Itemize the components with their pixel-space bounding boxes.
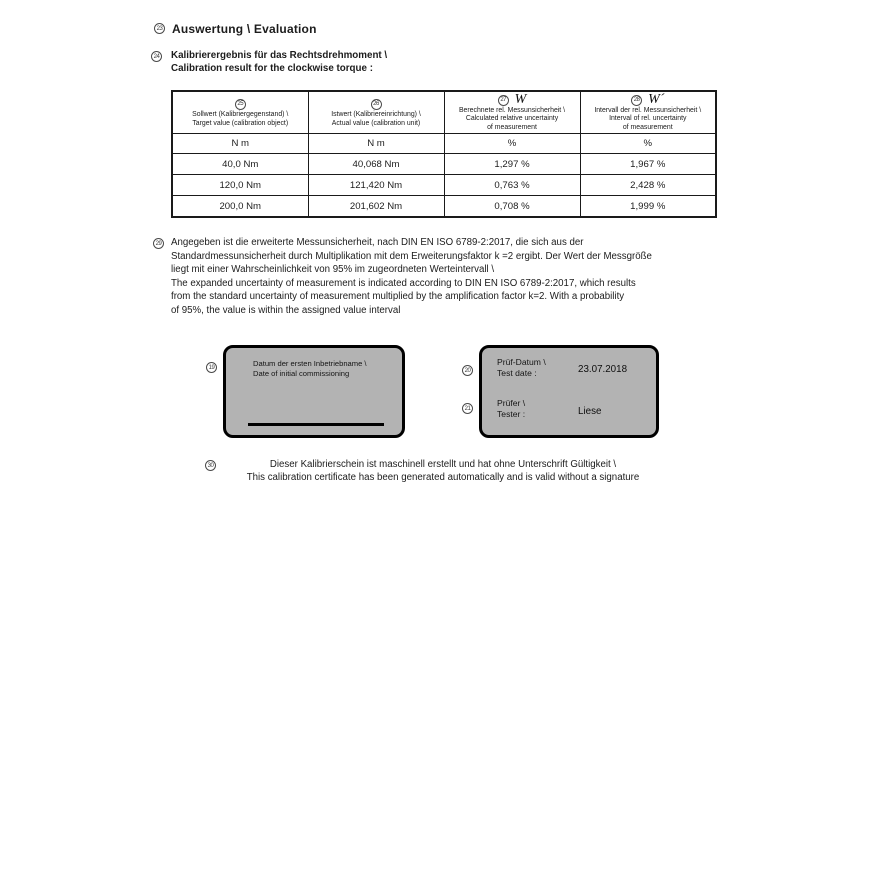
subsection-title-en: Calibration result for the clockwise torque :: [171, 62, 373, 74]
subsection-title: [171, 50, 387, 75]
column-label: Interval of rel. uncertainty: [609, 115, 687, 123]
note-line: Standardmessunsicherheit durch Multiplikation mit dem Erweiterungsfaktor k =2 ergibt. Der Wert der Messgröße: [171, 250, 652, 262]
callout-24-icon: 24: [151, 51, 162, 62]
test-date-label: [497, 357, 546, 379]
actual-value-cell: 40,068 Nm: [308, 154, 444, 175]
table-header-row: [172, 91, 716, 134]
test-date-label-en: Test date :: [497, 368, 537, 378]
note-line: liegt mit einer Wahrscheinlichkeit von 95% im zugeordneten Werteintervall \: [171, 264, 495, 276]
table-units-row: [172, 134, 716, 154]
table-row: [172, 154, 716, 175]
unit-cell: %: [580, 134, 716, 154]
signature-note-de: Dieser Kalibrierschein ist maschinell erstellt und hat ohne Unterschrift Gültigkeit \: [269, 459, 617, 470]
calibration-result-table: [171, 90, 717, 218]
callout-23-icon: 23: [154, 23, 165, 34]
date-entry-line: [248, 423, 384, 426]
unit-cell: N m: [308, 134, 444, 154]
symbol-W-prime: W´: [648, 92, 665, 108]
uncertainty-cell: 0,708 %: [444, 196, 580, 218]
callout-28-icon: 28: [631, 95, 642, 106]
column-label: Berechnete rel. Messunsicherheit \: [458, 107, 566, 115]
test-date-label-de: Prüf-Datum \: [497, 357, 546, 367]
note-line: Angegeben ist die erweiterte Messunsicherheit, nach DIN EN ISO 6789-2:2017, die sich aus der: [171, 237, 584, 248]
interval-cell: 2,428 %: [580, 175, 716, 196]
unit-cell: %: [444, 134, 580, 154]
test-info-box: [479, 345, 659, 438]
target-value-cell: 200,0 Nm: [172, 196, 308, 218]
target-value-cell: 40,0 Nm: [172, 154, 308, 175]
tester-label: [497, 398, 525, 420]
target-value-cell: 120,0 Nm: [172, 175, 308, 196]
interval-cell: 1,999 %: [580, 196, 716, 218]
tester-value: Liese: [578, 406, 602, 417]
table-row: [172, 196, 716, 218]
note-line: of 95%, the value is within the assigned value interval: [171, 304, 401, 316]
callout-26-icon: 26: [371, 99, 382, 110]
column-header-target: [172, 91, 308, 134]
section-heading: [154, 23, 317, 36]
symbol-W: W: [514, 92, 527, 108]
callout-30-icon: 30: [205, 460, 216, 471]
section-title: Auswertung \ Evaluation: [172, 22, 317, 36]
column-header-actual: [308, 91, 444, 134]
subsection-heading: [151, 51, 387, 75]
actual-value-cell: 121,420 Nm: [308, 175, 444, 196]
column-header-uncertainty: [444, 91, 580, 134]
column-label: Intervall der rel. Messunsicherheit \: [594, 107, 702, 115]
uncertainty-note: [153, 238, 753, 318]
column-label: Actual value (calibration unit): [331, 119, 421, 127]
uncertainty-note-text: [171, 236, 652, 318]
table-row: [172, 175, 716, 196]
commissioning-label-de: Datum der ersten Inbetriebname \: [253, 359, 367, 368]
column-label: of measurement: [622, 123, 673, 131]
callout-19-icon: 19: [206, 362, 217, 373]
column-header-interval: [580, 91, 716, 134]
column-label: Istwert (Kalibriereinrichtung) \: [331, 111, 421, 119]
column-label: Calculated relative uncertainty: [465, 115, 559, 123]
column-label: Sollwert (Kalibriergegenstand) \: [192, 111, 289, 119]
note-line: from the standard uncertainty of measurement multiplied by the amplification factor k=2. With a probability: [171, 291, 625, 303]
callout-29-icon: 29: [153, 238, 164, 249]
commissioning-label-en: Date of initial commissioning: [253, 368, 350, 378]
interval-cell: 1,967 %: [580, 154, 716, 175]
note-line: The expanded uncertainty of measurement is indicated according to DIN EN ISO 6789-2:2017, which results: [171, 277, 636, 289]
column-label: of measurement: [487, 123, 537, 131]
uncertainty-cell: 0,763 %: [444, 175, 580, 196]
commissioning-date-box: [223, 345, 405, 438]
uncertainty-cell: 1,297 %: [444, 154, 580, 175]
tester-label-en: Tester :: [497, 409, 526, 419]
callout-25-icon: 25: [235, 99, 246, 110]
commissioning-box-label: [253, 359, 367, 378]
callout-20-icon: 20: [462, 365, 473, 376]
unit-cell: N m: [172, 134, 308, 154]
signature-note: [200, 458, 686, 484]
callout-27-icon: 27: [498, 95, 509, 106]
actual-value-cell: 201,602 Nm: [308, 196, 444, 218]
signature-note-en: This calibration certificate has been generated automatically and is valid without a signature: [246, 472, 640, 484]
test-date-value: 23.07.2018: [578, 364, 628, 375]
callout-21-icon: 21: [462, 403, 473, 414]
subsection-title-de: Kalibrierergebnis für das Rechtsdrehmoment \: [171, 50, 388, 61]
tester-label-de: Prüfer \: [497, 398, 526, 408]
column-label: Target value (calibration object): [192, 119, 289, 127]
